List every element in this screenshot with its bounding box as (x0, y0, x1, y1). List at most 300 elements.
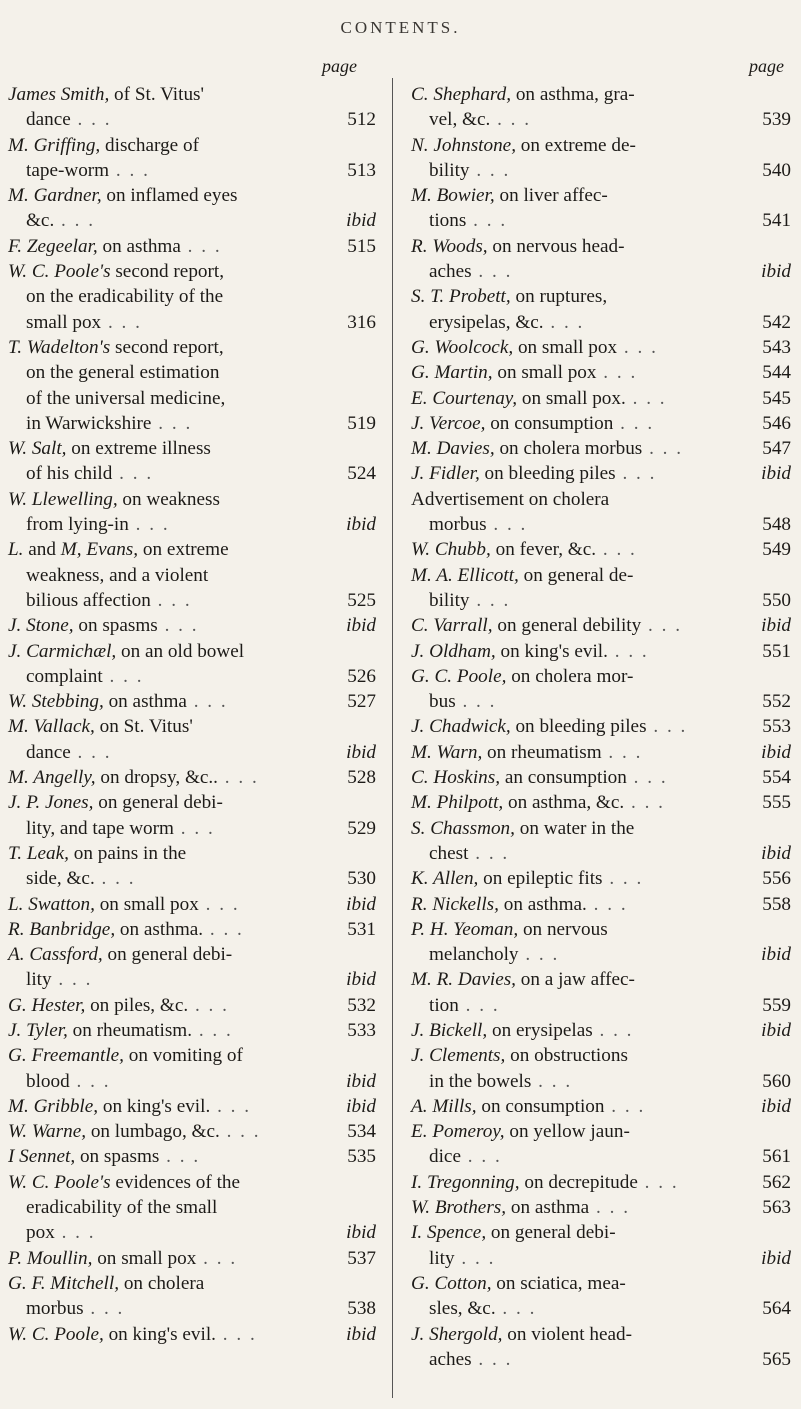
page-number: 530 (347, 868, 376, 890)
entry-name: L. (8, 539, 24, 561)
dot-leader: . . . (188, 994, 229, 1016)
contents-entry (411, 714, 791, 739)
contents-entry (411, 183, 791, 234)
contents-entry (411, 1195, 791, 1220)
contents-entry (8, 1094, 376, 1119)
page-number: ibid (346, 741, 376, 763)
entry-name: J. Tyler, (8, 1019, 68, 1041)
entry-name: J. Shergold, (411, 1323, 503, 1345)
entry-name: M. Vallack, (8, 716, 95, 738)
entry-name: J. P. Jones, (8, 792, 94, 814)
page-number: ibid (346, 1095, 376, 1117)
dot-leader: . . . (531, 1070, 573, 1092)
entry-text: on water in the (514, 817, 635, 839)
entry-text: on small pox (513, 336, 618, 358)
entry-text: blood (26, 1070, 70, 1092)
contents-entry (8, 234, 376, 259)
dot-leader: . . . (102, 665, 144, 687)
page-number: 542 (762, 311, 791, 333)
contents-entry (8, 436, 376, 487)
entry-text: aches (429, 261, 472, 283)
contents-entry (411, 360, 791, 385)
dot-leader: . . . (607, 640, 649, 662)
entry-name: M. Warn, (411, 741, 483, 763)
entry-text: evidences of the (110, 1171, 241, 1193)
dot-leader: . . . (596, 539, 637, 561)
entry-text: in Warwickshire (26, 412, 152, 434)
dot-leader: . . . (589, 1197, 630, 1219)
page-number: 540 (762, 159, 791, 181)
contents-entry (8, 82, 376, 133)
page-number: 541 (762, 210, 791, 232)
entry-name: W. C. Poole's (8, 261, 111, 283)
page-number: 548 (762, 514, 791, 536)
entry-text: on general de- (518, 564, 634, 586)
entry-text: lity, and tape worm (26, 817, 174, 839)
dot-leader: . . . (624, 792, 665, 814)
entry-text: on spasms (73, 615, 158, 637)
entry-name: G. Woolcock, (411, 336, 514, 358)
dot-leader: . . . (101, 311, 142, 333)
page-number: 553 (762, 716, 791, 738)
page-number: 525 (347, 589, 376, 611)
entry-text: on nervous (518, 918, 608, 940)
entry-text: on inflamed eyes (101, 185, 238, 207)
entry-text: on small pox (94, 893, 199, 915)
page-number: 563 (762, 1197, 791, 1219)
contents-column-left (8, 82, 376, 1347)
entry-text: on spasms (75, 1146, 160, 1168)
entry-text: sles, &c. (429, 1298, 496, 1320)
page-number: 527 (347, 691, 376, 713)
entry-text: second report, (110, 336, 224, 358)
entry-name: M. Angelly, (8, 767, 96, 789)
page-number: 524 (347, 463, 376, 485)
dot-leader: . . . (109, 159, 150, 181)
contents-entry (411, 284, 791, 335)
page-number: 537 (347, 1247, 376, 1269)
dot-leader: . . . (604, 1095, 646, 1117)
contents-entry (411, 537, 791, 562)
page-number: ibid (761, 1095, 791, 1117)
page-number: 551 (762, 640, 791, 662)
entry-text: morbus (429, 514, 487, 536)
entry-text: on vomiting of (123, 1045, 243, 1067)
entry-text: on weakness (117, 488, 220, 510)
page-number: 562 (762, 1171, 791, 1193)
entry-name: I. Tregonning, (411, 1171, 520, 1193)
entry-name: J. Fidler, (411, 463, 480, 485)
entry-text: on nervous head- (487, 235, 625, 257)
entry-name: J. Stone, (8, 615, 74, 637)
entry-text: discharge of (100, 134, 199, 156)
entry-name: M. Davies, (411, 438, 495, 460)
dot-leader: . . . (54, 1222, 96, 1244)
dot-leader: . . . (186, 691, 228, 713)
contents-entry (411, 613, 791, 638)
entry-text: Advertisement on cholera (411, 488, 610, 510)
contents-entry (411, 234, 791, 285)
entry-name: E. Courtenay, (411, 387, 518, 409)
dot-leader: . . . (458, 994, 500, 1016)
page-number: ibid (761, 842, 791, 864)
entry-name: James Smith, (8, 84, 110, 105)
dot-leader: . . . (51, 969, 93, 991)
dot-leader: . . . (471, 261, 513, 283)
entry-name: W. Stebbing, (8, 691, 104, 713)
entry-name: G. Freemantle, (8, 1045, 124, 1067)
entry-text: lity (26, 969, 52, 991)
page-number: 543 (762, 336, 791, 358)
entry-name: J. Oldham, (411, 640, 496, 662)
entry-name: G. F. Mitchell, (8, 1272, 120, 1294)
contents-entry (8, 917, 376, 942)
page-number: ibid (761, 944, 791, 966)
contents-entry (8, 1144, 376, 1169)
page-number: ibid (346, 969, 376, 991)
entry-text: on obstructions (505, 1045, 628, 1067)
page-number: 519 (347, 412, 376, 434)
entry-name: M. Bowier, (411, 185, 495, 207)
entry-name: T. Wadelton's (8, 336, 111, 358)
entry-name: I. Spence, (411, 1222, 487, 1244)
entry-text: on asthma (506, 1197, 590, 1219)
entry-text: on extreme de- (516, 134, 636, 156)
entry-text: complaint (26, 665, 103, 687)
entry-text: on general debi- (93, 792, 223, 814)
page-number: 550 (762, 589, 791, 611)
entry-text: on liver affec- (494, 185, 608, 207)
dot-leader: . . . (54, 210, 96, 232)
contents-entry (411, 487, 791, 538)
entry-text: on bleeding piles (479, 463, 616, 485)
entry-text: on St. Vitus' (94, 716, 193, 738)
contents-entry (411, 461, 791, 486)
page-number: 547 (762, 438, 791, 460)
entry-text: on violent head- (502, 1323, 632, 1345)
contents-entry (411, 1170, 791, 1195)
entry-name: R. Woods, (411, 235, 488, 257)
entry-text: on asthma (97, 235, 181, 257)
entry-text: bility (429, 159, 470, 181)
contents-entry (8, 790, 376, 841)
entry-text: on small pox. (517, 387, 626, 409)
dot-leader: . . . (70, 109, 112, 131)
entry-name: S. Chassmon, (411, 817, 515, 839)
entry-name: M. Philpott, (411, 792, 504, 814)
entry-name: P. Moullin, (8, 1247, 93, 1269)
entry-name: M. R. Davies, (411, 969, 516, 991)
entry-name: K. Allen, (411, 868, 479, 890)
dot-leader: . . . (601, 741, 643, 763)
dot-leader: . . . (180, 235, 222, 257)
page-number: 528 (347, 767, 376, 789)
dot-leader: . . . (94, 868, 136, 890)
contents-entry (8, 841, 376, 892)
page-number: 539 (762, 109, 791, 131)
contents-entry (411, 1322, 791, 1373)
page-number: 544 (762, 362, 791, 384)
dot-leader: . . . (469, 589, 511, 611)
dot-leader: . . . (217, 767, 259, 789)
entry-name: M. A. Ellicott, (411, 564, 519, 586)
entry-text: on general debi- (486, 1222, 616, 1244)
entry-text: on asthma, gra- (511, 84, 635, 105)
entry-text: erysipelas, &c. (429, 311, 544, 333)
entry-name: W. Chubb, (411, 539, 491, 561)
entry-name: M, Evans, (60, 539, 139, 561)
entry-name: W. C. Poole's (8, 1171, 111, 1193)
contents-entry (411, 133, 791, 184)
page-number: ibid (761, 463, 791, 485)
dot-leader: . . . (466, 210, 508, 232)
dot-leader: . . . (625, 387, 667, 409)
dot-leader: . . . (469, 159, 511, 181)
entry-name: W. Brothers, (411, 1197, 507, 1219)
page-number: 558 (762, 893, 791, 915)
entry-text: on sciatica, mea- (491, 1272, 626, 1294)
contents-entry (411, 436, 791, 461)
entry-text: on small pox (492, 362, 597, 384)
entry-text: on an old bowel (116, 640, 245, 662)
entry-name: W. Salt, (8, 438, 67, 460)
entry-name: F. Zegeelar, (8, 235, 98, 257)
dot-leader: . . . (641, 615, 683, 637)
page-number: 529 (347, 817, 376, 839)
contents-entry (411, 1220, 791, 1271)
dot-leader: . . . (157, 615, 199, 637)
dot-leader: . . . (83, 1298, 125, 1320)
entry-name: W. Llewelling, (8, 488, 118, 510)
contents-entry (8, 942, 376, 993)
entry-text: on cholera (119, 1272, 205, 1294)
contents-entry (8, 1246, 376, 1271)
page-number: 513 (347, 159, 376, 181)
contents-entry (411, 765, 791, 790)
dot-leader: . . . (617, 336, 658, 358)
dot-leader: . . . (495, 1298, 537, 1320)
entry-name: W. Warne, (8, 1121, 87, 1143)
entry-text: on extreme (138, 539, 229, 561)
contents-entry (8, 1170, 376, 1246)
entry-name: A. Cassford, (8, 944, 103, 966)
entry-text: bus (429, 691, 456, 713)
dot-leader: . . . (173, 817, 215, 839)
entry-text: on king's evil. (98, 1095, 211, 1117)
contents-entry (411, 411, 791, 436)
dot-leader: . . . (596, 362, 638, 384)
entry-text: on the eradicability of the (26, 286, 224, 308)
entry-name: G. Hester, (8, 994, 86, 1016)
entry-text: on lumbago, &c. (86, 1121, 220, 1143)
entry-text: of his child (26, 463, 113, 485)
dot-leader: . . . (490, 109, 532, 131)
page-number: ibid (761, 1247, 791, 1269)
contents-entry (8, 487, 376, 538)
page-number: 535 (347, 1146, 376, 1168)
contents-entry (8, 537, 376, 613)
dot-leader: . . . (70, 741, 112, 763)
page-number: 560 (762, 1070, 791, 1092)
entry-name: S. T. Probett, (411, 286, 511, 308)
contents-entry (8, 133, 376, 184)
contents-entry (411, 1094, 791, 1119)
dot-leader: . . . (471, 1348, 513, 1370)
entry-text: bilious affection (26, 589, 151, 611)
dot-leader: . . . (592, 1019, 634, 1041)
page-number: 526 (347, 665, 376, 687)
contents-entry (8, 1322, 376, 1347)
entry-name: P. H. Yeoman, (411, 918, 519, 940)
entry-text: dance (26, 109, 71, 131)
entry-name: R. Banbridge, (8, 918, 116, 940)
entry-text: tions (429, 210, 467, 232)
dot-leader: . . . (150, 589, 192, 611)
entry-name: E. Pomeroy, (411, 1121, 505, 1143)
entry-text: on general debility (492, 615, 642, 637)
page-number: ibid (346, 893, 376, 915)
page-number: 552 (762, 691, 791, 713)
entry-name: J. Bickell, (411, 1019, 488, 1041)
entry-name: M. Griffing, (8, 134, 101, 156)
entry-text: on yellow jaun- (504, 1121, 630, 1143)
contents-column-right (411, 82, 791, 1372)
dot-leader: . . . (543, 311, 585, 333)
dot-leader: . . . (454, 1247, 496, 1269)
contents-entry (411, 1271, 791, 1322)
contents-entry (411, 740, 791, 765)
page-number: 531 (347, 918, 376, 940)
contents-entry (411, 664, 791, 715)
entry-text: on king's evil. (495, 640, 608, 662)
contents-entry (411, 82, 791, 133)
entry-text: on pains in the (68, 842, 187, 864)
contents-entry (411, 639, 791, 664)
entry-text: on consumption (476, 1095, 605, 1117)
entry-text: chest (429, 842, 469, 864)
contents-entry (8, 1043, 376, 1094)
contents-entry (411, 1018, 791, 1043)
dot-leader: . . . (615, 463, 657, 485)
dot-leader: . . . (518, 944, 560, 966)
entry-name: G. C. Poole, (411, 665, 507, 687)
entry-text: tape-worm (26, 159, 110, 181)
page-number: 515 (347, 235, 376, 257)
entry-text: on king's evil. (103, 1323, 216, 1345)
entry-name: W. C. Poole, (8, 1323, 104, 1345)
entry-name: A. Mills, (411, 1095, 477, 1117)
entry-name: J. Vercoe, (411, 412, 486, 434)
entry-text: eradicability of the small (26, 1197, 218, 1219)
entry-name: R. Nickells, (411, 893, 499, 915)
dot-leader: . . . (455, 691, 497, 713)
page-number: ibid (761, 615, 791, 637)
contents-entry (8, 765, 376, 790)
contents-entry (8, 993, 376, 1018)
dot-leader: . . . (192, 1019, 233, 1041)
contents-entry (8, 892, 376, 917)
page-number: 565 (762, 1348, 791, 1370)
page-number: 316 (347, 311, 376, 333)
dot-leader: . . . (626, 767, 668, 789)
entry-text: on asthma, &c. (503, 792, 625, 814)
entry-name: J. Carmichæl, (8, 640, 117, 662)
contents-entry (411, 1119, 791, 1170)
entry-text: on consumption (485, 412, 614, 434)
dot-leader: . . . (203, 918, 244, 940)
page-number: 555 (762, 792, 791, 814)
entry-text: on a jaw affec- (515, 969, 635, 991)
contents-entry (411, 790, 791, 815)
dot-leader: . . . (642, 438, 684, 460)
entry-name: C. Shephard, (411, 84, 512, 105)
page-number: 545 (762, 387, 791, 409)
entry-name: M. Gardner, (8, 185, 102, 207)
page-number: 546 (762, 412, 791, 434)
page-column-label: page (322, 56, 357, 76)
entry-text: on erysipelas (487, 1019, 593, 1041)
entry-text: on asthma. (498, 893, 587, 915)
page-number: ibid (761, 741, 791, 763)
entry-text: from lying-in (26, 514, 129, 536)
entry-text: on cholera mor- (506, 665, 634, 687)
contents-entry (411, 1043, 791, 1094)
entry-text: melancholy (429, 944, 519, 966)
entry-name: G. Cotton, (411, 1272, 492, 1294)
dot-leader: . . . (159, 1146, 201, 1168)
contents-entry (411, 563, 791, 614)
entry-name: M. Gribble, (8, 1095, 99, 1117)
dot-leader: . . . (112, 463, 154, 485)
entry-text: on asthma (103, 691, 187, 713)
entry-name: G. Martin, (411, 362, 493, 384)
dot-leader: . . . (486, 514, 528, 536)
entry-text: lity (429, 1247, 455, 1269)
contents-entry (411, 866, 791, 891)
dot-leader: . . . (468, 842, 510, 864)
entry-name: C. Varrall, (411, 615, 493, 637)
page-number: ibid (346, 210, 376, 232)
dot-leader: . . . (219, 1121, 261, 1143)
page-number: 534 (347, 1121, 376, 1143)
entry-text: &c. (26, 210, 55, 232)
contents-entry (8, 1018, 376, 1043)
dot-leader: . . . (198, 893, 240, 915)
dot-leader: . . . (602, 868, 644, 890)
entry-name: I Sennet, (8, 1146, 76, 1168)
page-column-label: page (749, 56, 784, 76)
entry-text: morbus (26, 1298, 84, 1320)
page-number: ibid (761, 1019, 791, 1041)
dot-leader: . . . (210, 1095, 252, 1117)
page-number: ibid (346, 514, 376, 536)
dot-leader: . . . (128, 514, 170, 536)
contents-entry (8, 714, 376, 765)
contents-entry (411, 386, 791, 411)
page-number: 554 (762, 767, 791, 789)
entry-text: an consumption (500, 767, 627, 789)
contents-entry (8, 183, 376, 234)
page-number: ibid (346, 1222, 376, 1244)
page-number: ibid (761, 261, 791, 283)
dot-leader: . . . (151, 412, 193, 434)
entry-text: second report, (110, 261, 225, 283)
dot-leader: . . . (215, 1323, 257, 1345)
page-number: 533 (347, 1019, 376, 1041)
entry-text: bility (429, 589, 470, 611)
entry-name: L. Swatton, (8, 893, 95, 915)
page-number: 532 (347, 994, 376, 1016)
